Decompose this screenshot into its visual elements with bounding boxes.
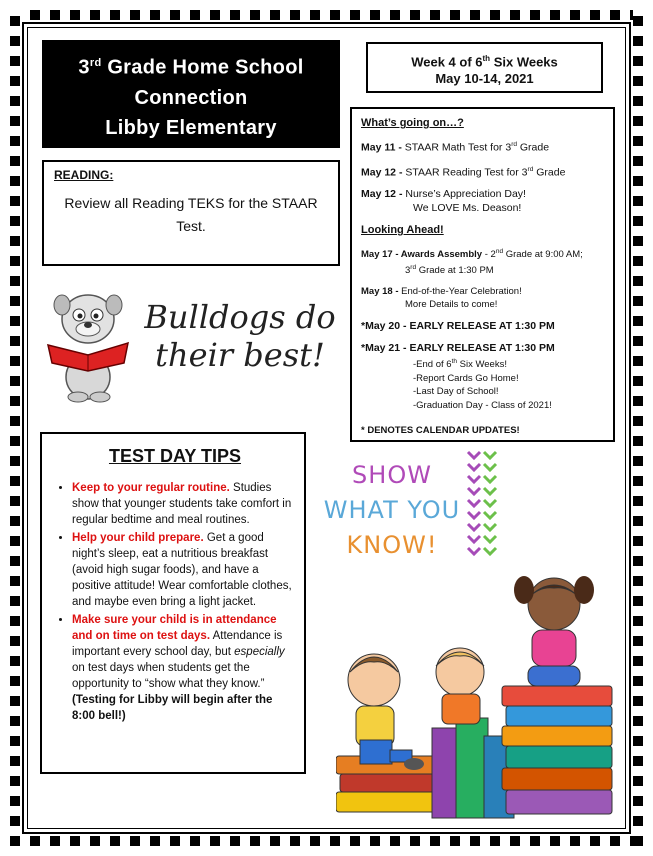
whats-going-on-heading: What’s going on…? (361, 117, 464, 129)
border-right (633, 10, 643, 846)
events-box (350, 107, 615, 442)
reading-text: Review all Reading TEKS for the STAAR Test. (64, 195, 318, 234)
show-what-you-know-art (322, 458, 462, 563)
looking-ahead-heading: Looking Ahead! (361, 224, 444, 236)
reading-box (42, 160, 340, 266)
event-reading-test: May 12 - STAAR Reading Test for 3rd Grade (361, 165, 566, 178)
reading-label: READING: (54, 168, 114, 182)
title-line1-rest: Grade Home School (101, 56, 304, 79)
kids-reading-books-illustration (336, 568, 616, 824)
what-you-word: WHAT YOU (323, 496, 461, 524)
event-awards-assembly: May 17 - Awards Assembly - 2nd Grade at 9:00 AM; 3rd Grade at 1:30 PM (361, 248, 583, 277)
event-early-release-20: *May 20 - EARLY RELEASE AT 1:30 PM (361, 320, 555, 333)
newsletter-title (42, 40, 340, 148)
event-math-test: May 11 - STAAR Math Test for 3rd Grade (361, 141, 550, 154)
week-line1-rest: Six Weeks (490, 54, 558, 70)
tip-prepare: • Help your child prepare. Get a good night’s sleep, eat a nutritious breakfast (avoid high sugar foods), and have a positive attitude! Wear comfortable clothes, and maybe even bring a light jacket. (72, 530, 294, 610)
bulldog-slogan (140, 298, 340, 374)
bulldog-mascot-illustration (44, 285, 132, 403)
week-box (366, 42, 603, 93)
calendar-note: * DENOTES CALENDAR UPDATES! (361, 425, 520, 437)
tips-title: TEST DAY TIPS (108, 446, 242, 466)
know-word: KNOW! (346, 531, 438, 559)
event-celebration: May 18 - End-of-the-Year Celebration! More Details to come! (361, 286, 522, 311)
slogan-line1: Bulldogs do (144, 298, 336, 336)
tip-routine: • Keep to your regular routine. Studies show that younger students take comfort in regular bedtime and meal routines. (72, 480, 294, 528)
week-line1-prefix: Week 4 of 6 (411, 54, 483, 70)
border-left (10, 10, 20, 846)
tip-attendance: • Make sure your child is in attendance and on time on test days. Attendance is important every school day, but especially on test days when students get the opportunity to “show what they know.” (Testing for Libby will begin after the 8:00 bell!) (72, 612, 294, 724)
title-line1-prefix: 3 (78, 56, 90, 79)
show-word: SHOW (352, 461, 432, 489)
chevron-ribbon-decoration (466, 448, 500, 560)
title-line2: Connection (134, 86, 248, 109)
slogan-line2: their best! (155, 336, 325, 374)
border-bottom (10, 836, 643, 846)
week-dates: May 10-14, 2021 (435, 71, 534, 87)
border-top (10, 10, 643, 20)
week-line1-sup: th (482, 54, 491, 63)
event-early-release-21: *May 21 - EARLY RELEASE AT 1:30 PM -End of 6th Six Weeks! -Report Cards Go Home! -Last Day of School! -Graduation Day - Class of 2021! (361, 342, 555, 411)
title-line3: Libby Elementary (105, 116, 277, 139)
event-nurse-day: May 12 - Nurse’s Appreciation Day! We LOVE Ms. Deason! (361, 188, 526, 214)
test-day-tips-box (40, 432, 306, 774)
title-line1-sup: rd (89, 57, 102, 69)
